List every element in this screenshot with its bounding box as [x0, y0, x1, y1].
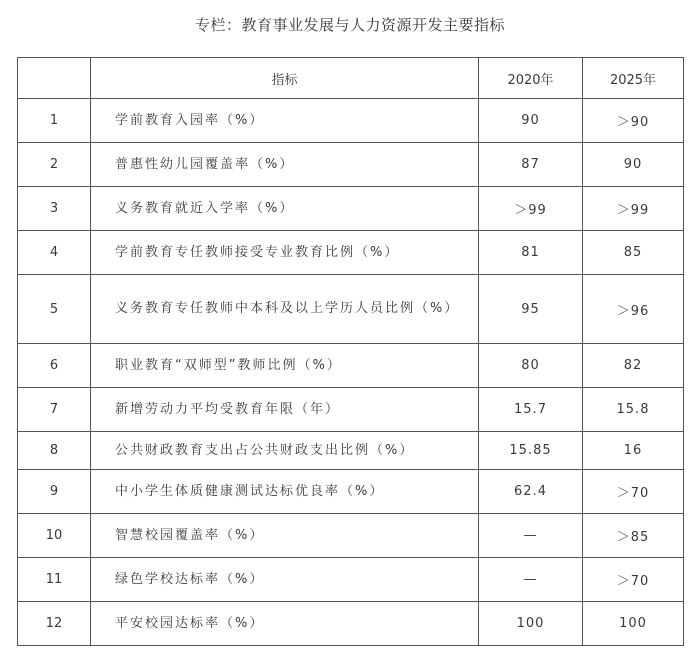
table-header-row: [18, 58, 684, 99]
row-num: 7: [18, 388, 91, 432]
row-num: 10: [18, 514, 91, 558]
row-indicator: 学前教育专任教师接受专业教育比例（%）: [91, 231, 479, 275]
row-value-2025: ＞85: [583, 514, 684, 558]
row-indicator: 智慧校园覆盖率（%）: [91, 514, 479, 558]
row-value-2020: 80: [479, 344, 583, 388]
row-value-2025: 15.8: [583, 388, 684, 432]
row-indicator: 学前教育入园率（%）: [91, 99, 479, 143]
table-title: 专栏：教育事业发展与人力资源开发主要指标: [194, 16, 505, 34]
row-value-2020: 15.7: [479, 388, 583, 432]
row-indicator: 公共财政教育支出占公共财政支出比例（%）: [91, 432, 479, 470]
row-num: 11: [18, 558, 91, 602]
table-row: [18, 602, 684, 646]
row-value-2020: ＞99: [479, 187, 583, 231]
row-value-2025: ＞70: [583, 558, 684, 602]
row-value-2025: ＞96: [583, 275, 684, 344]
row-value-2020: —: [479, 558, 583, 602]
row-value-2025: 82: [583, 344, 684, 388]
row-num: 5: [18, 275, 91, 344]
row-value-2025: ＞99: [583, 187, 684, 231]
row-indicator: 职业教育“双师型”教师比例（%）: [91, 344, 479, 388]
row-value-2025: ＞70: [583, 470, 684, 514]
table-row: [18, 558, 684, 602]
row-num: 8: [18, 432, 91, 470]
row-indicator: 绿色学校达标率（%）: [91, 558, 479, 602]
table-row: [18, 231, 684, 275]
row-indicator: 义务教育就近入学率（%）: [91, 187, 479, 231]
table-row: [18, 388, 684, 432]
row-value-2020: 90: [479, 99, 583, 143]
table-row: [18, 143, 684, 187]
row-value-2025: 100: [583, 602, 684, 646]
row-value-2025: ＞90: [583, 99, 684, 143]
row-value-2020: 15.85: [479, 432, 583, 470]
indicators-table: [17, 57, 684, 646]
row-num: 6: [18, 344, 91, 388]
header-indicator: 指标: [91, 58, 479, 99]
row-value-2020: 62.4: [479, 470, 583, 514]
row-indicator: 新增劳动力平均受教育年限（年）: [91, 388, 479, 432]
row-value-2020: 95: [479, 275, 583, 344]
row-indicator: 中小学生体质健康测试达标优良率（%）: [91, 470, 479, 514]
row-num: 12: [18, 602, 91, 646]
table-row: [18, 275, 684, 344]
header-num: [18, 58, 91, 99]
table-row: [18, 187, 684, 231]
header-2025: 2025年: [583, 58, 684, 99]
row-indicator: 平安校园达标率（%）: [91, 602, 479, 646]
row-num: 9: [18, 470, 91, 514]
row-num: 2: [18, 143, 91, 187]
table-row: [18, 470, 684, 514]
row-value-2025: 90: [583, 143, 684, 187]
row-value-2020: 81: [479, 231, 583, 275]
table-row: [18, 514, 684, 558]
row-indicator: 普惠性幼儿园覆盖率（%）: [91, 143, 479, 187]
table-row: [18, 99, 684, 143]
row-value-2020: 100: [479, 602, 583, 646]
table-row: [18, 432, 684, 470]
row-indicator: 义务教育专任教师中本科及以上学历人员比例（%）: [91, 275, 479, 344]
row-value-2020: —: [479, 514, 583, 558]
row-value-2020: 87: [479, 143, 583, 187]
header-2020: 2020年: [479, 58, 583, 99]
row-num: 4: [18, 231, 91, 275]
row-value-2025: 16: [583, 432, 684, 470]
row-value-2025: 85: [583, 231, 684, 275]
table-row: [18, 344, 684, 388]
row-num: 3: [18, 187, 91, 231]
row-num: 1: [18, 99, 91, 143]
